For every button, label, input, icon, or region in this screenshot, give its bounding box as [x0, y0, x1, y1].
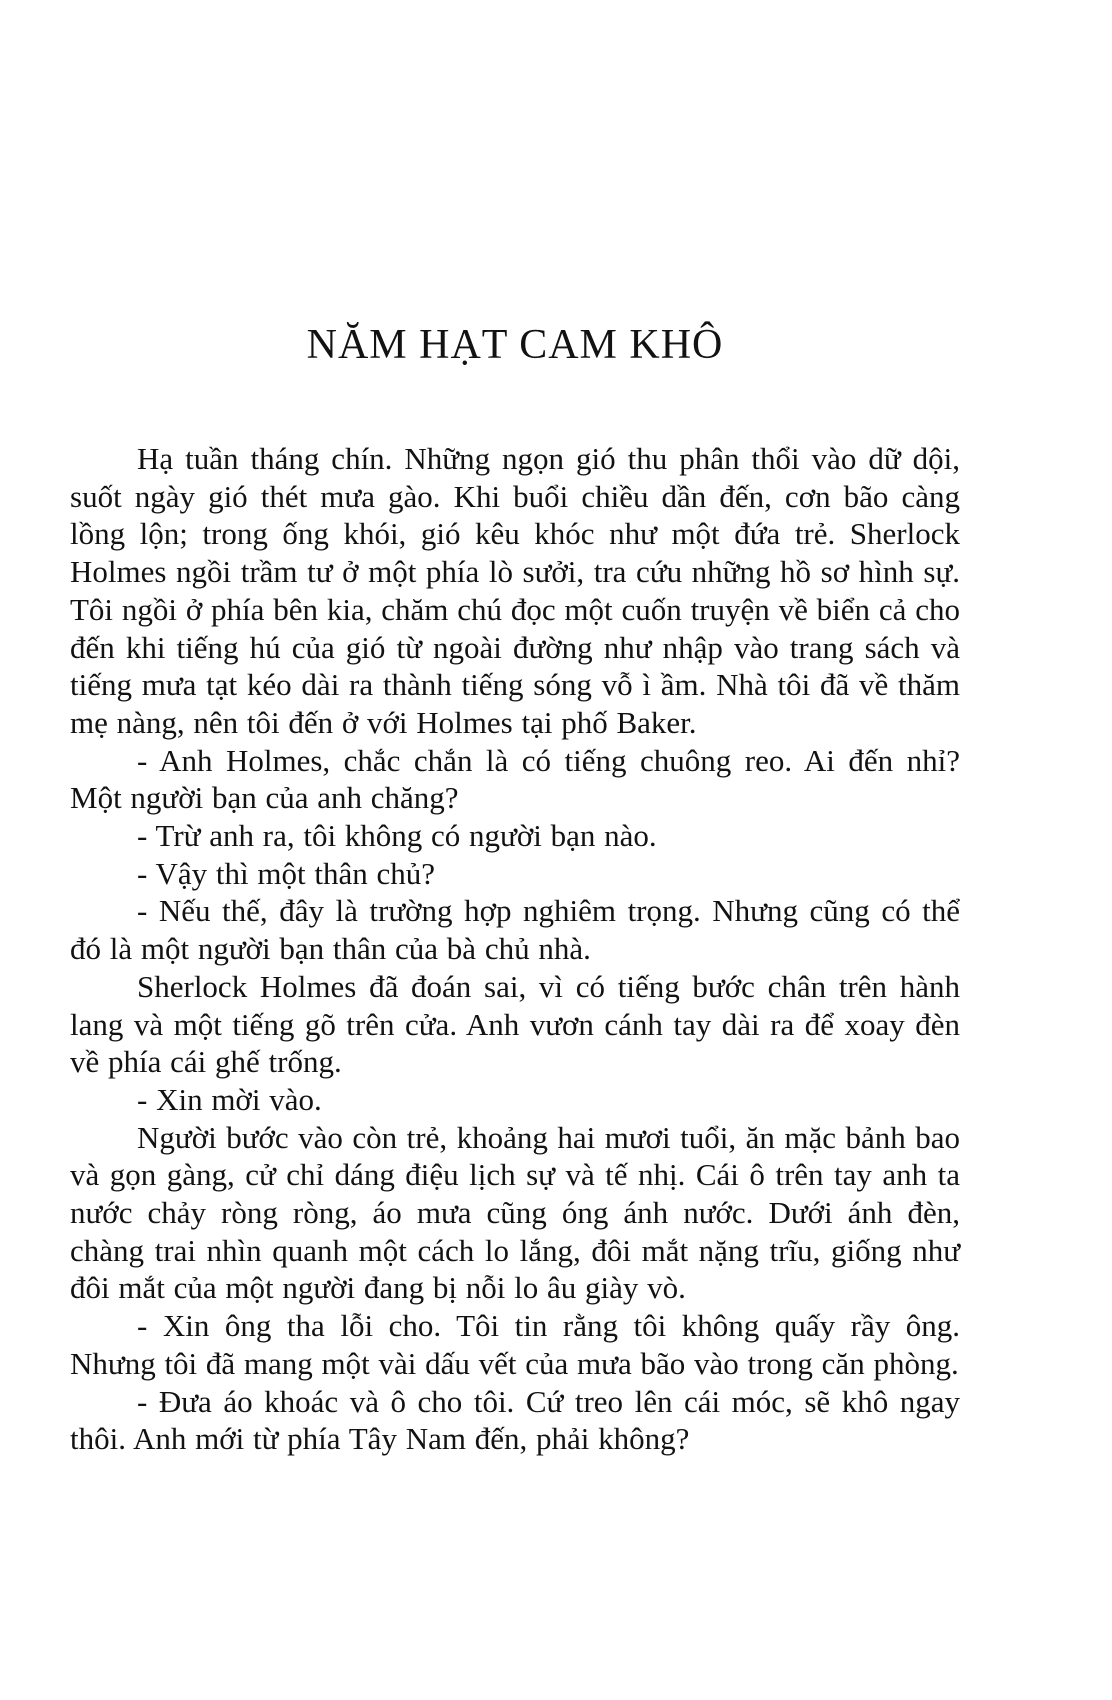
paragraph-dialogue: - Trừ anh ra, tôi không có người bạn nào.	[137, 818, 657, 854]
paragraph-narrative: Người bước vào còn trẻ, khoảng hai mươi tuổi, ăn mặc bảnh bao và gọn gàng, cử chỉ dáng điệu lịch sự và tế nhị. Cái ô trên tay anh ta nước chảy ròng ròng, áo mưa cũng óng ánh nước. Dưới ánh đèn, chàng trai nhìn quanh một cách lo lắng, đôi mắt nặng trĩu, giống như đôi mắt của một người đang bị nỗi lo âu giày vò.	[70, 1119, 960, 1306]
paragraph-dialogue: - Nếu thế, đây là trường hợp nghiêm trọng. Nhưng cũng có thể đó là một người bạn thân của bà chủ nhà.	[70, 893, 960, 967]
paragraph-dialogue: - Anh Holmes, chắc chắn là có tiếng chuông reo. Ai đến nhỉ? Một người bạn của anh chăng?	[70, 742, 960, 816]
paragraph-dialogue: - Xin ông tha lỗi cho. Tôi tin rằng tôi không quấy rầy ông. Nhưng tôi đã mang một vài dấu vết của mưa bão vào trong căn phòng.	[70, 1308, 960, 1381]
paragraph-dialogue: - Vậy thì một thân chủ?	[137, 855, 436, 891]
text-column	[70, 440, 960, 1458]
page-title: NĂM HẠT CAM KHÔ	[306, 322, 724, 368]
paragraph-opening: Hạ tuần tháng chín. Những ngọn gió thu phân thổi vào dữ dội, suốt ngày gió thét mưa gào. Khi buổi chiều dần đến, cơn bão càng lồng lộn; trong ống khói, gió kêu khóc như một đứa trẻ. Sherlock Holmes ngồi trầm tư ở một phía lò sưởi, tra cứu những hồ sơ hình sự. Tôi ngồi ở phía bên kia, chăm chú đọc một cuốn truyện về biển cả cho đến khi tiếng hú của gió từ ngoài đường như nhập vào trang sách và tiếng mưa tạt kéo dài ra thành tiếng sóng vỗ ì ầm. Nhà tôi đã về thăm mẹ nàng, nên tôi đến ở với Holmes tại phố Baker.	[70, 441, 960, 740]
paragraph-dialogue: - Đưa áo khoác và ô cho tôi. Cứ treo lên cái móc, sẽ khô ngay thôi. Anh mới từ phía Tây Nam đến, phải không?	[70, 1383, 960, 1457]
paragraph-dialogue: - Xin mời vào.	[137, 1081, 322, 1117]
paragraph-narrative: Sherlock Holmes đã đoán sai, vì có tiếng bước chân trên hành lang và một tiếng gõ trên cửa. Anh vươn cánh tay dài ra để xoay đèn về phía cái ghế trống.	[70, 968, 960, 1080]
